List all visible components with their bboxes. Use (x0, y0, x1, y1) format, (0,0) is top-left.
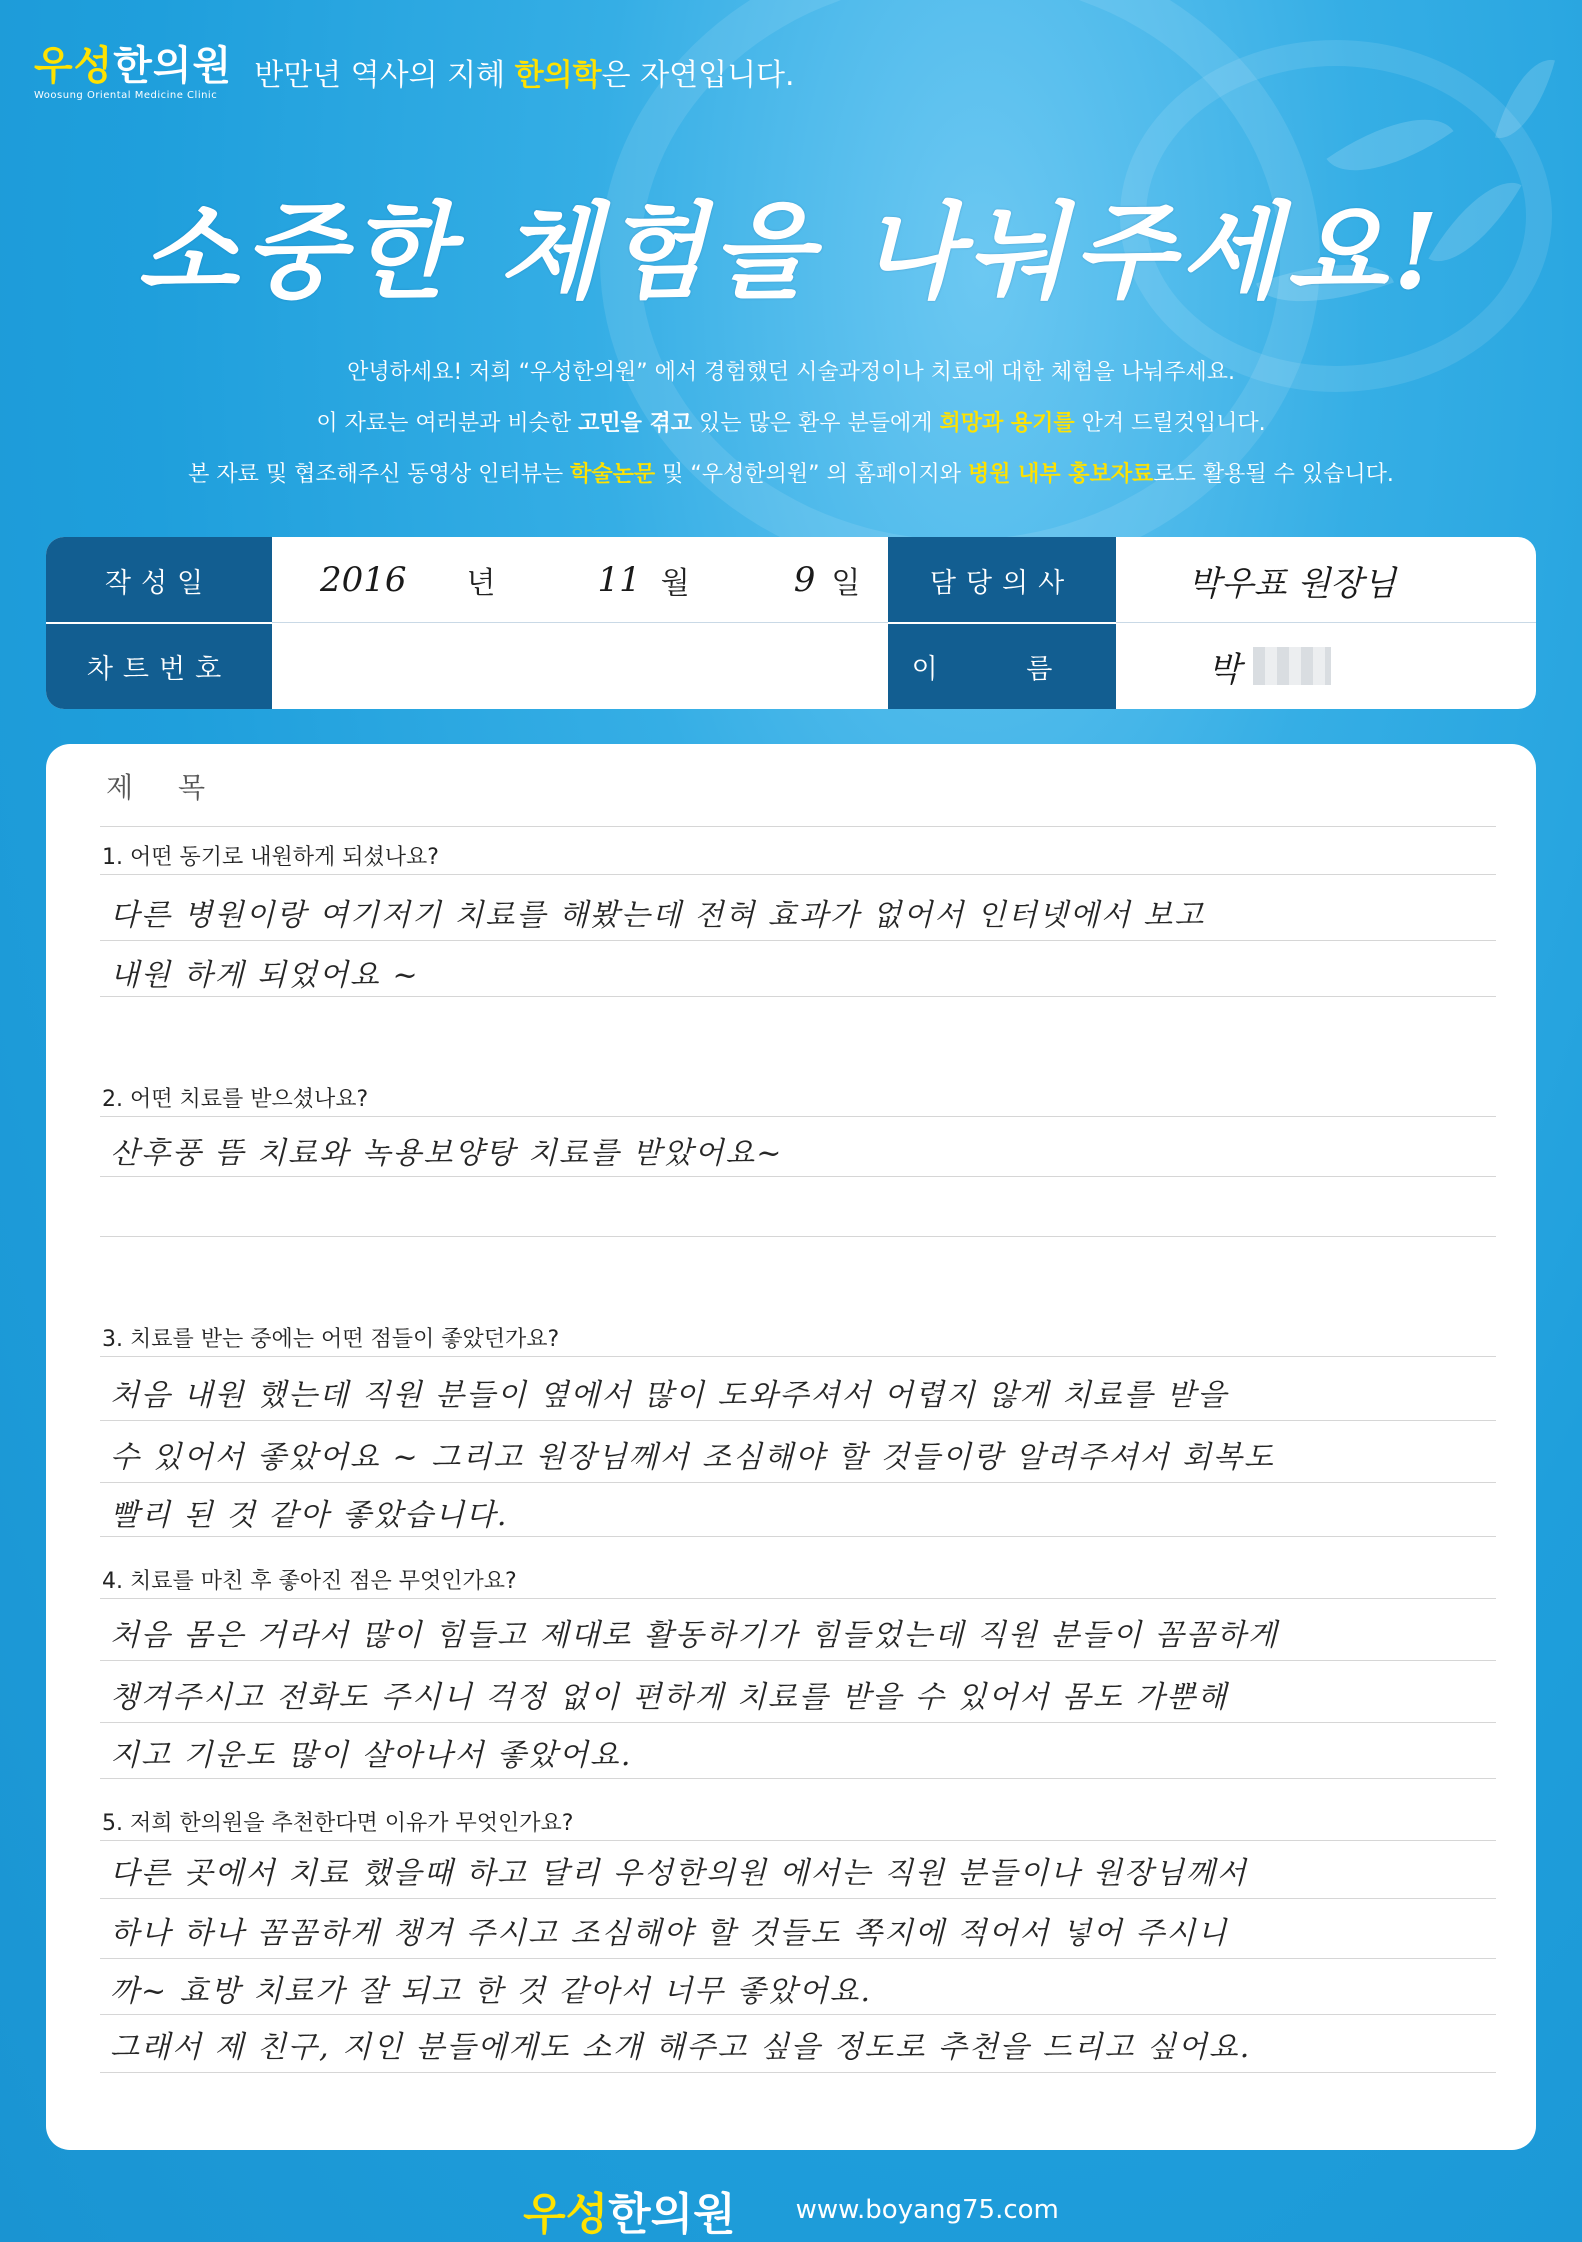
testimonial-card (46, 744, 1536, 2150)
footer-logo (523, 2178, 736, 2242)
rule-line (100, 1482, 1496, 1483)
answer-3-line-2[interactable]: 수 있어서 좋았어요 ~ 그리고 원장님께서 조심해야 할 것들이랑 알려주셔서 회복도 (110, 1440, 1275, 1475)
answer-4-line-1[interactable]: 처음 몸은 거라서 많이 힘들고 제대로 활동하기가 힘들었는데 직원 분들이 꼼꼼하게 (110, 1618, 1279, 1653)
rule-line (100, 1660, 1496, 1661)
page-headline: 소중한 체험을 나눠주세요! (137, 190, 1445, 313)
answer-4-line-3[interactable]: 지고 기운도 많이 살아나서 좋았어요. (110, 1738, 633, 1773)
rule-line (100, 1236, 1496, 1237)
title-label: 제 목 (106, 771, 223, 804)
slogan-text: 은 자연입니다. (601, 58, 795, 93)
month-value: 11 (597, 560, 641, 600)
day-unit: 일 (831, 566, 861, 601)
name-label: 이 름 (888, 623, 1116, 709)
rule-line (100, 1420, 1496, 1421)
slogan-highlight: 한의학 (514, 58, 602, 93)
intro-emphasis: 희망과 용기를 (939, 411, 1075, 436)
day-value: 9 (793, 560, 816, 600)
name-blur (1253, 647, 1331, 685)
intro-fragment: 및 “우성한의원” 의 홈페이지와 (655, 462, 968, 487)
intro-line-2 (0, 406, 1582, 437)
question-4: 4. 치료를 마친 후 좋아진 점은 무엇인가요? (102, 1569, 517, 1594)
intro-text (0, 355, 1582, 508)
intro-fragment: 로도 활용될 수 있습니다. (1153, 462, 1394, 487)
rule-line (100, 1778, 1496, 1779)
rule-line (100, 996, 1496, 997)
intro-emphasis: 병원 내부 홍보자료 (967, 462, 1154, 487)
date-field[interactable] (272, 537, 938, 623)
intro-fragment: 본 자료 및 협조해주신 동영상 인터뷰는 (188, 462, 571, 487)
rule-line (100, 1116, 1496, 1117)
name-field[interactable] (1116, 623, 1536, 709)
rule-line (100, 2014, 1496, 2015)
rule-line (100, 1598, 1496, 1599)
question-5: 5. 저희 한의원을 추천한다면 이유가 무엇인가요? (102, 1811, 574, 1836)
intro-fragment: 안겨 드릴것입니다. (1074, 411, 1266, 436)
answer-3-line-1[interactable]: 처음 내원 했는데 직원 분들이 옆에서 많이 도와주셔서 어렵지 않게 치료를 받을 (110, 1378, 1229, 1413)
rule-line (100, 1958, 1496, 1959)
answer-5-line-4[interactable]: 그래서 제 친구, 지인 분들에게도 소개 해주고 싶을 정도로 추천을 드리고 싶어요. (110, 2030, 1252, 2065)
doctor-label: 담당의사 (888, 537, 1116, 623)
table-divider (272, 622, 888, 623)
footer-logo-white: 한의원 (608, 2189, 736, 2240)
rule-line (100, 940, 1496, 941)
rule-line (100, 1356, 1496, 1357)
table-divider (1116, 622, 1536, 623)
answer-5-line-2[interactable]: 하나 하나 꼼꼼하게 챙겨 주시고 조심해야 할 것들도 쪽지에 적어서 넣어 주시니 (110, 1916, 1229, 1951)
answer-5-line-1[interactable]: 다른 곳에서 치료 했을때 하고 달리 우성한의원 에서는 직원 분들이나 원장님께서 (110, 1856, 1248, 1891)
slogan-text: 반만년 역사의 지혜 (254, 58, 515, 93)
date-label: 작성일 (46, 537, 272, 623)
intro-line-1: 안녕하세요! 저희 “우성한의원” 에서 경험했던 시술과정이나 치료에 대한 체험을 나눠주세요. (347, 360, 1235, 385)
rule-line (100, 1536, 1496, 1537)
slogan (254, 50, 794, 94)
rule-line (100, 1898, 1496, 1899)
info-table (46, 537, 1536, 709)
question-3: 3. 치료를 받는 중에는 어떤 점들이 좋았던가요? (102, 1327, 560, 1352)
doctor-field[interactable]: 박우표 원장님 (1188, 563, 1396, 604)
answer-5-line-3[interactable]: 까~ 효방 치료가 잘 되고 한 것 같아서 너무 좋았어요. (110, 1974, 873, 2009)
intro-fragment: 있는 많은 환우 분들에게 (692, 411, 940, 436)
rule-line (100, 826, 1496, 827)
question-2: 2. 어떤 치료를 받으셨나요? (102, 1087, 369, 1112)
rule-line (100, 1176, 1496, 1177)
footer-url[interactable]: www.boyang75.com (795, 2195, 1059, 2225)
intro-emphasis: 학술논문 (570, 462, 656, 487)
answer-3-line-3[interactable]: 빨리 된 것 같아 좋았습니다. (110, 1498, 509, 1533)
rule-line (100, 2072, 1496, 2073)
brand-subtitle: Woosung Oriental Medicine Clinic (34, 90, 218, 101)
rule-line (100, 874, 1496, 875)
intro-emphasis: 고민을 겪고 (578, 411, 692, 436)
year-unit: 년 (466, 566, 496, 601)
footer (0, 2178, 1582, 2242)
header-brand (34, 44, 795, 101)
question-1: 1. 어떤 동기로 내원하게 되셨나요? (102, 845, 439, 870)
answer-2-line-1[interactable]: 산후풍 뜸 치료와 녹용보양탕 치료를 받았어요~ (110, 1136, 784, 1171)
chart-number-field[interactable] (272, 623, 888, 709)
month-unit: 월 (660, 566, 690, 601)
footer-logo-yellow: 우성 (523, 2189, 609, 2240)
intro-fragment: 이 자료는 여러분과 비슷한 (316, 411, 579, 436)
brand-logo (34, 44, 232, 101)
answer-4-line-2[interactable]: 챙겨주시고 전화도 주시니 걱정 없이 편하게 치료를 받을 수 있어서 몸도 가뿐해 (110, 1680, 1229, 1715)
rule-line (100, 1840, 1496, 1841)
answer-1-line-2[interactable]: 내원 하게 되었어요 ~ (110, 958, 420, 993)
name-value: 박 (1208, 649, 1241, 690)
chart-number-label: 차트번호 (46, 623, 272, 709)
brand-name-yellow: 우성 (34, 42, 114, 89)
year-value: 2016 (320, 560, 407, 600)
answer-1-line-1[interactable]: 다른 병원이랑 여기저기 치료를 해봤는데 전혀 효과가 없어서 인터넷에서 보고 (110, 898, 1206, 933)
intro-line-3 (0, 457, 1582, 488)
brand-name (34, 44, 232, 88)
brand-name-white: 한의원 (113, 42, 233, 89)
rule-line (100, 1722, 1496, 1723)
